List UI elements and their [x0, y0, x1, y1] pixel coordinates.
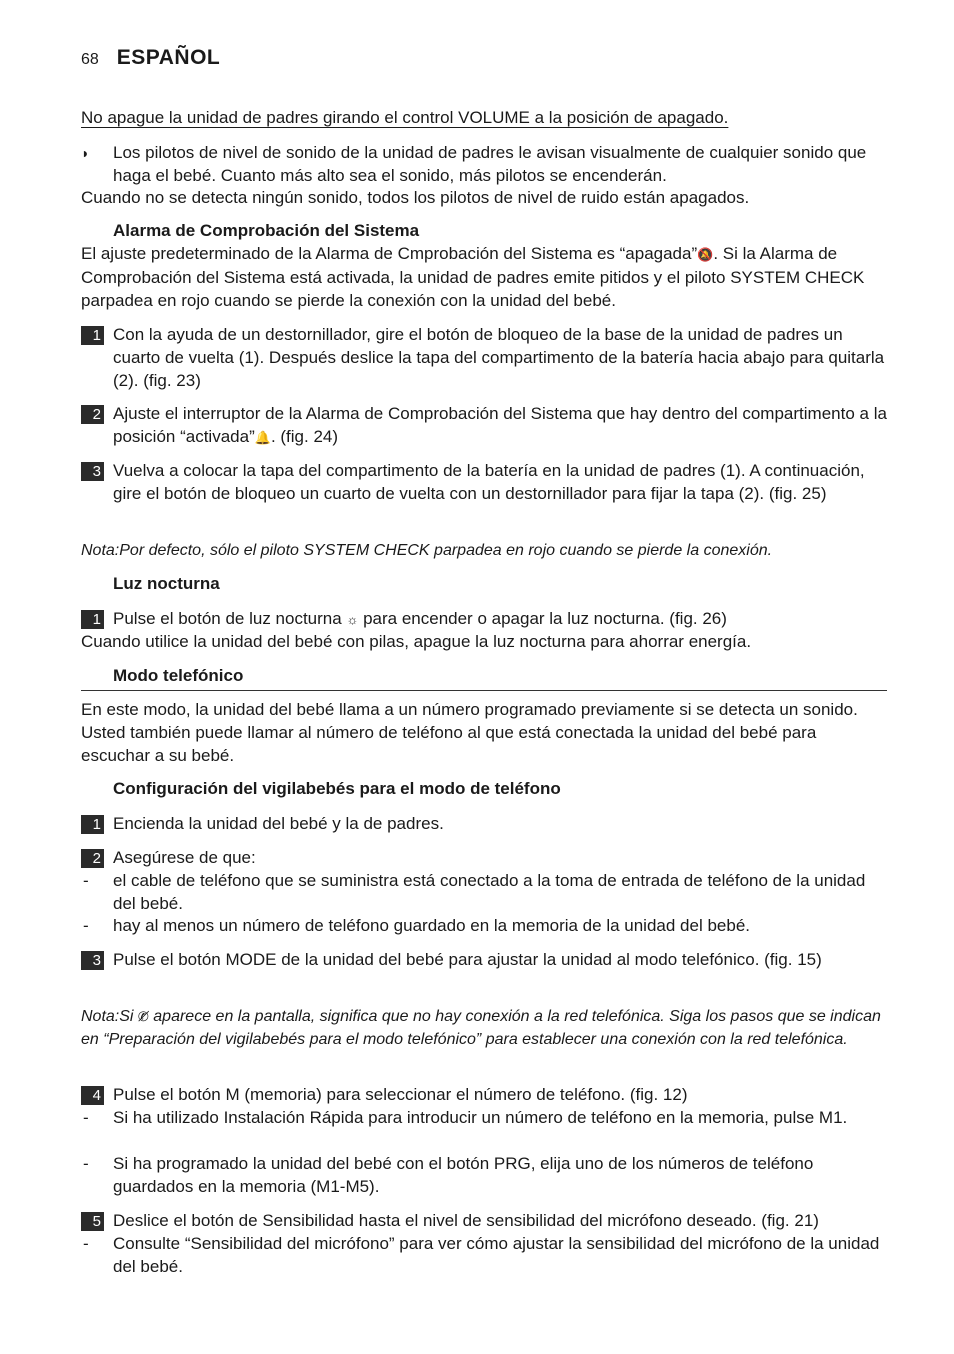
- list-item: [81, 1233, 887, 1279]
- step-number: 3: [81, 462, 104, 481]
- system-check-step-3: [81, 460, 887, 506]
- phone-setup-note: [81, 1006, 887, 1052]
- system-check-intro-b: . Si la Alarma de Comprobación del Sistema está activada, la unidad de padres emite pitidos y el piloto SYSTEM CHECK parpadea en rojo cuando se pierde la conexión con la unidad del bebé.: [81, 244, 865, 310]
- triangle-bullet-icon: ◗: [81, 145, 90, 161]
- step-number: 4: [81, 1086, 104, 1105]
- step-text-a: Pulse el botón de luz nocturna: [113, 609, 347, 628]
- step-text: Asegúrese de que:: [113, 848, 256, 867]
- step-number: 1: [81, 610, 104, 629]
- step-text: Con la ayuda de un destornillador, gire el botón de bloqueo de la base de la unidad de padres un cuarto de vuelta (1). Después deslice la tapa del compartimento de la batería hacia abajo para quitarla (2). (fig. 23): [113, 325, 885, 390]
- page-number: 68: [81, 51, 99, 68]
- note-text-a: Nota:Si: [81, 1008, 138, 1025]
- list-item-text: Si ha programado la unidad del bebé con el botón PRG, elija uno de los números de teléfono guardados en la memoria (M1-M5).: [113, 1154, 814, 1196]
- list-item-text: Si ha utilizado Instalación Rápida para introducir un número de teléfono en la memoria, pulse M1.: [113, 1108, 848, 1127]
- phone-setup-heading: Configuración del vigilabebés para el modo de teléfono: [113, 779, 561, 798]
- language-title: ESPAÑOL: [116, 46, 221, 69]
- note-text-b: aparece en la pantalla, significa que no hay conexión a la red telefónica. Siga los pasos que se indican en “Preparación del vigilabebés para el modo telefónico” para establecer una conexión con la red telefónica.: [81, 1008, 881, 1048]
- step-number: 5: [81, 1212, 104, 1231]
- system-check-step-1: [81, 324, 887, 392]
- night-light-step-1: [81, 608, 887, 632]
- list-item: [81, 915, 887, 938]
- list-item-text: el cable de teléfono que se suministra está conectado a la toma de entrada de teléfono de la unidad del bebé.: [113, 871, 866, 913]
- dash-bullet: -: [83, 1154, 89, 1173]
- sound-level-bullet-text: Los pilotos de nivel de sonido de la unidad de padres le avisan visualmente de cualquier sonido que haga el bebé. Cuanto más alto sea el sonido, más pilotos se encenderán.: [113, 143, 867, 185]
- sound-level-after: Cuando no se detecta ningún sonido, todos los pilotos de nivel de ruido están apagados.: [81, 188, 750, 207]
- dash-bullet: -: [83, 1234, 89, 1253]
- step-text: Deslice el botón de Sensibilidad hasta el nivel de sensibilidad del micrófono deseado. (fig. 21): [113, 1211, 819, 1230]
- sun-icon: ☼: [346, 612, 359, 627]
- system-check-intro-a: El ajuste predeterminado de la Alarma de Cmprobación del Sistema es “apagada”: [81, 244, 698, 263]
- phone-mode-heading: Modo telefónico: [81, 665, 887, 691]
- step-number: 1: [81, 815, 104, 834]
- list-item-text: hay al menos un número de teléfono guardado en la memoria de la unidad del bebé.: [113, 916, 750, 935]
- phone-setup-step-4: [81, 1084, 887, 1107]
- dash-bullet: -: [83, 871, 89, 890]
- system-check-note: Nota:Por defecto, sólo el piloto SYSTEM CHECK parpadea en rojo cuando se pierde la conexión.: [81, 542, 773, 559]
- phone-setup-step-3: [81, 949, 887, 972]
- step-text: Encienda la unidad del bebé y la de padres.: [113, 814, 444, 833]
- bell-off-icon: 🔕: [697, 247, 714, 262]
- step-text-a: Ajuste el interruptor de la Alarma de Comprobación del Sistema que hay dentro del compartimento a la posición “activada”: [113, 404, 887, 446]
- step-text-b: para encender o apagar la luz nocturna. (fig. 26): [358, 609, 727, 628]
- dash-bullet: -: [83, 1108, 89, 1127]
- step-text-b: . (fig. 24): [270, 426, 339, 446]
- page-header: [81, 47, 220, 75]
- sound-level-bullet: [81, 142, 887, 188]
- dash-bullet: -: [83, 916, 89, 935]
- list-item: [81, 1153, 887, 1199]
- list-item-text: Consulte “Sensibilidad del micrófono” para ver cómo ajustar la sensibilidad del micrófono de la unidad del bebé.: [113, 1234, 880, 1276]
- phone-setup-step-5: [81, 1210, 887, 1233]
- phone-setup-step-2: [81, 847, 887, 870]
- phone-mode-intro: En este modo, la unidad del bebé llama a un número programado previamente si se detecta un sonido. Usted también puede llamar al número de teléfono al que está conectada la unidad del bebé para escuchar a su bebé.: [81, 700, 858, 765]
- system-check-step-2: [81, 403, 887, 450]
- list-item: [81, 870, 887, 916]
- step-number: 3: [81, 951, 104, 970]
- step-text: Pulse el botón M (memoria) para seleccionar el número de teléfono. (fig. 12): [113, 1085, 688, 1104]
- step-text: Vuelva a colocar la tapa del compartimento de la batería en la unidad de padres (1). A continuación, gire el botón de bloqueo un cuarto de vuelta con un destornillador para fijar la tapa (2). (fig. 25): [113, 461, 865, 503]
- step-text: Pulse el botón MODE de la unidad del bebé para ajustar la unidad al modo telefónico. (fig. 15): [113, 950, 822, 969]
- system-check-intro: [81, 243, 887, 312]
- warning-text: No apague la unidad de padres girando el control VOLUME a la posición de apagado.: [81, 108, 729, 127]
- bell-icon: 🔔: [254, 429, 271, 445]
- step-number: 2: [81, 849, 104, 868]
- step-number: 1: [81, 326, 104, 345]
- night-light-heading: Luz nocturna: [113, 574, 220, 593]
- night-light-after: Cuando utilice la unidad del bebé con pilas, apague la luz nocturna para ahorrar energía.: [81, 632, 752, 651]
- system-check-heading: Alarma de Comprobación del Sistema: [113, 221, 420, 240]
- no-phone-icon: ✆̸: [137, 1009, 149, 1024]
- step-number: 2: [81, 405, 104, 424]
- phone-setup-step-1: [81, 813, 887, 836]
- list-item: [81, 1107, 887, 1130]
